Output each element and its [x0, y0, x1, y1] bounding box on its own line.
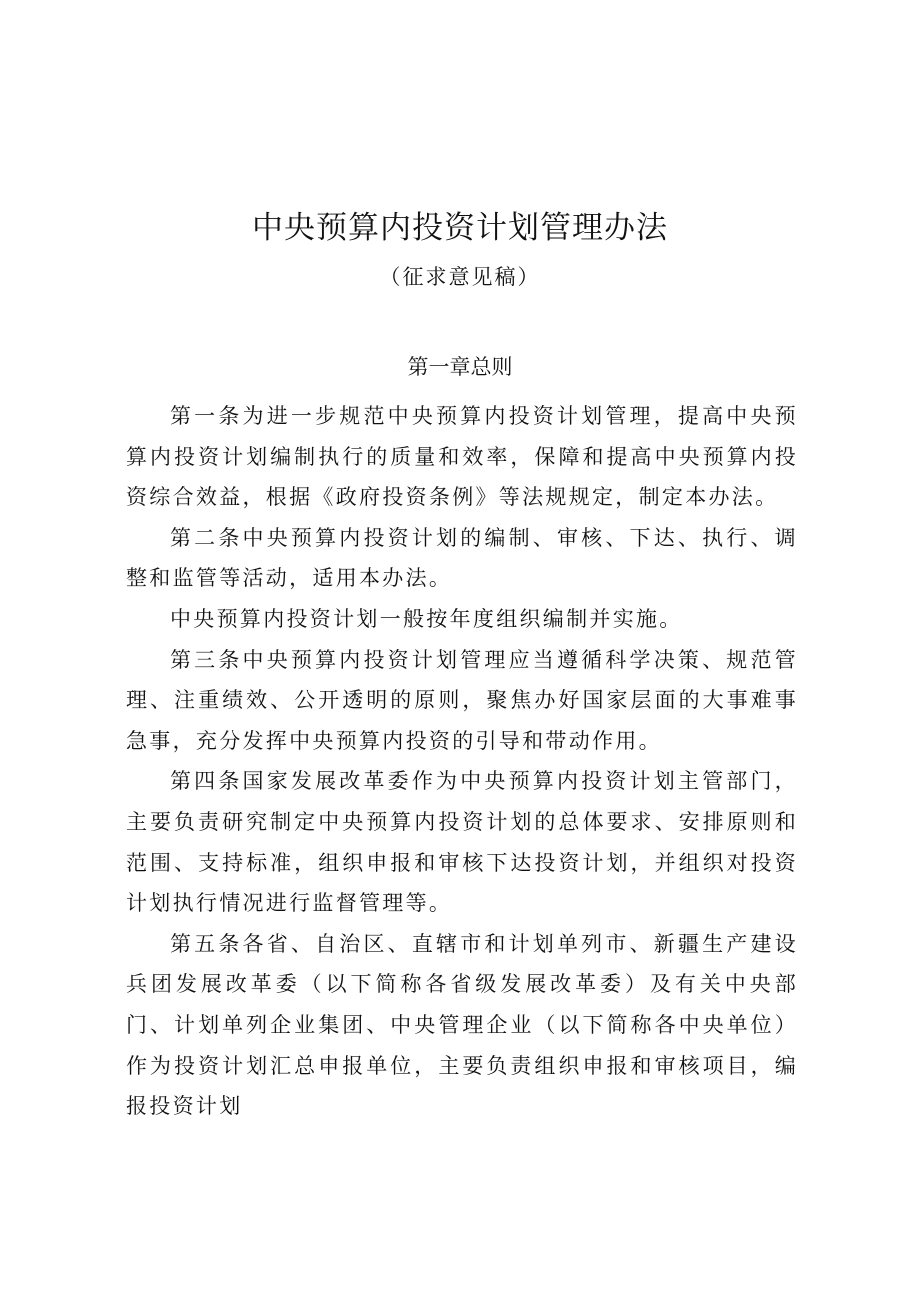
paragraph-article-2: 第二条中央预算内投资计划的编制、审核、下达、执行、调整和监管等活动，适用本办法。 — [126, 525, 798, 591]
chapter-heading: 第一章总则 — [407, 355, 513, 379]
paragraph-article-3: 第三条中央预算内投资计划管理应当遵循科学决策、规范管理、注重绩效、公开透明的原则，聚焦办好国家层面的大事难事急事，充分发挥中央预算内投资的引导和带动作用。 — [126, 647, 798, 753]
paragraph-article-4: 第四条国家发展改革委作为中央预算内投资计划主管部门，主要负责研究制定中央预算内投资计划的总体要求、安排原则和范围、支持标准，组织申报和审核下达投资计划，并组织对投资计划执行情况进行监督管理等。 — [126, 769, 798, 916]
paragraph-article-1: 第一条为进一步规范中央预算内投资计划管理，提高中央预算内投资计划编制执行的质量和效率，保障和提高中央预算内投资综合效益，根据《政府投资条例》等法规规定，制定本办法。 — [126, 404, 798, 510]
paragraph-annual-plan: 中央预算内投资计划一般按年度组织编制并实施。 — [170, 606, 683, 631]
document-subtitle: （征求意见稿） — [379, 265, 541, 289]
document-title: 中央预算内投资计划管理办法 — [252, 210, 668, 246]
paragraph-article-5: 第五条各省、自治区、直辖市和计划单列市、新疆生产建设兵团发展改革委（以下简称各省级发展改革委）及有关中央部门、计划单列企业集团、中央管理企业（以下简称各中央单位）作为投资计划汇总申报单位，主要负责组织申报和审核项目，编报投资计划 — [126, 931, 798, 1119]
document-body — [126, 396, 798, 1127]
